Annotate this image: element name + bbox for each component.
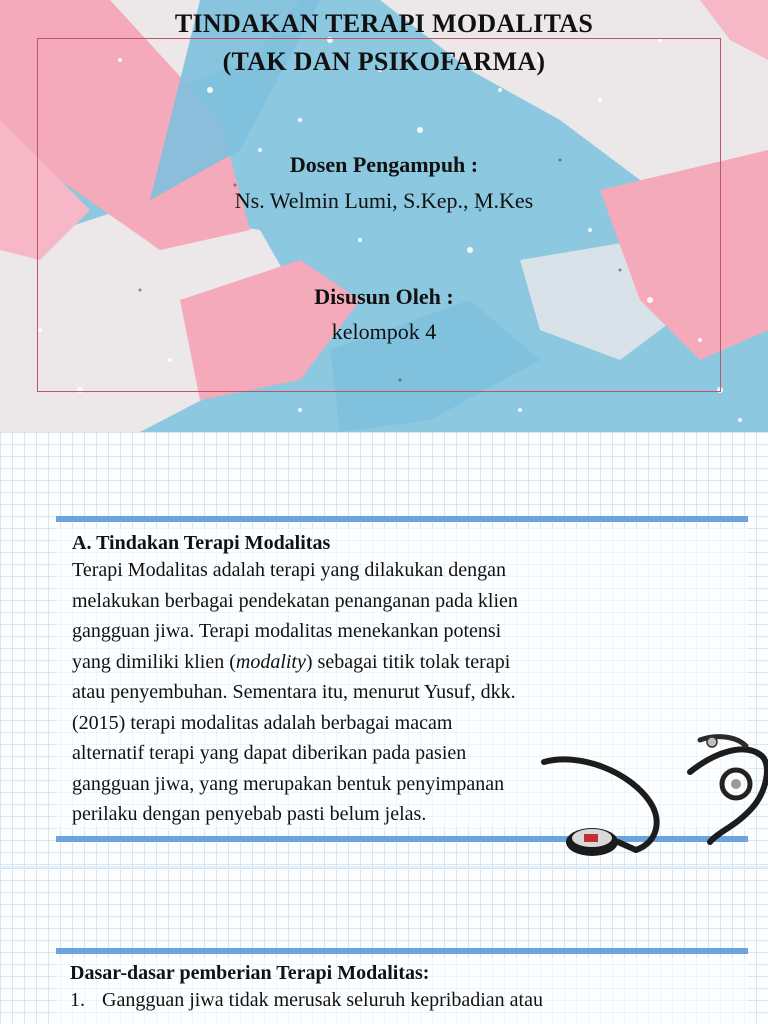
- stethoscope-icon: [540, 732, 768, 868]
- paragraph-line: perilaku dengan penyebab pasti belum jelas.: [72, 803, 427, 825]
- list-text: Gangguan jiwa tidak merusak seluruh kepribadian atau: [102, 989, 543, 1011]
- list-item: [70, 985, 748, 1016]
- paragraph-line: melakukan berbagai pendekatan penanganan pada klien: [72, 589, 518, 612]
- title-slide: [0, 0, 768, 432]
- author-label: Disusun Oleh :: [314, 284, 454, 309]
- paragraph-line: gangguan jiwa, yang merupakan bentuk penyimpanan: [72, 772, 505, 795]
- paragraph-line: (2015) terapi modalitas adalah berbagai macam: [72, 711, 453, 734]
- title-line-1: TINDAKAN TERAPI MODALITAS: [174, 9, 594, 38]
- author-name: kelompok 4: [331, 319, 437, 344]
- top-accent-bar: [56, 516, 748, 522]
- paragraph-line: [72, 647, 748, 678]
- text-block: [56, 958, 748, 1024]
- paragraph-line: alternatif terapi yang dapat diberikan pada pasien: [72, 742, 467, 764]
- content-slide-a: [0, 432, 768, 868]
- section-heading: Dasar-dasar pemberian Terapi Modalitas:: [70, 962, 430, 984]
- list-number: 1.: [70, 989, 85, 1011]
- lecturer-name: Ns. Welmin Lumi, S.Kep., M.Kes: [234, 188, 534, 213]
- top-accent-bar: [56, 948, 748, 954]
- paragraph-line: atau penyembuhan. Sementara itu, menurut Yusuf, dkk.: [72, 681, 516, 703]
- paragraph-line: Terapi Modalitas adalah terapi yang dilakukan dengan: [72, 559, 506, 581]
- text-span: yang dimiliki klien (: [72, 650, 236, 673]
- lecturer-label: Dosen Pengampuh :: [289, 152, 479, 177]
- text-span: ) sebagai titik tolak terapi: [305, 650, 511, 673]
- content-slide-b: [0, 868, 768, 1024]
- title-line-2: (TAK DAN PSIKOFARMA): [222, 47, 546, 76]
- italic-term: modality: [235, 650, 306, 673]
- paragraph-line: gangguan jiwa. Terapi modalitas menekankan potensi: [72, 620, 502, 642]
- section-heading: A. Tindakan Terapi Modalitas: [72, 532, 331, 554]
